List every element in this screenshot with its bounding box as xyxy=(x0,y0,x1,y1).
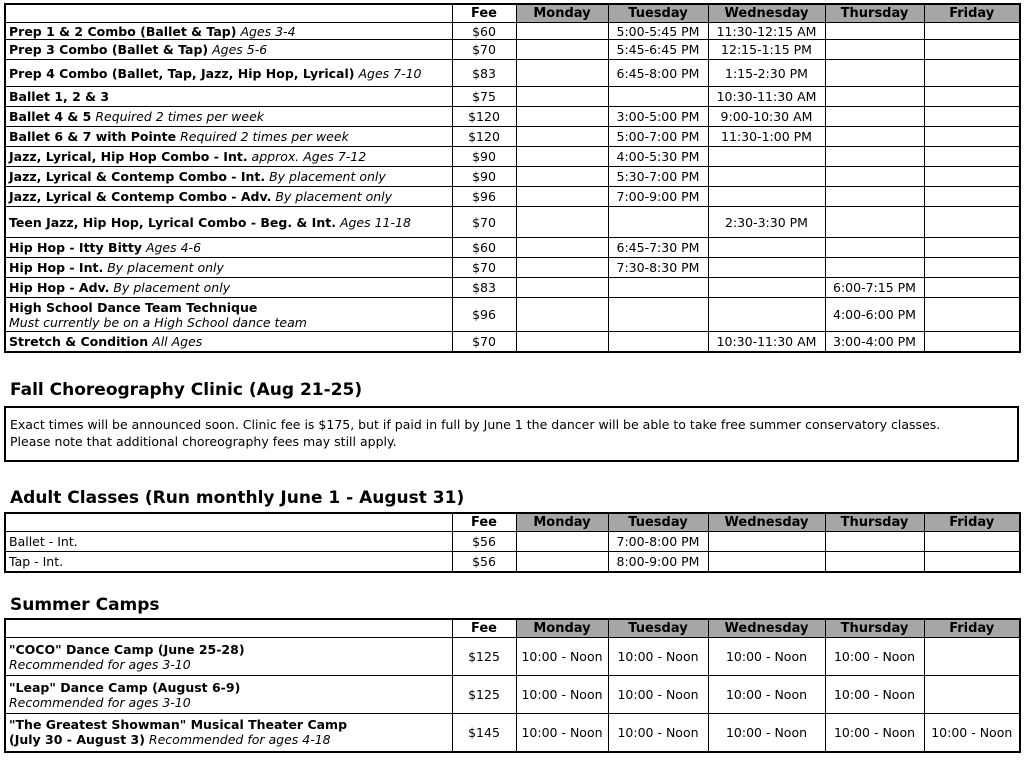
thursday-time-cell xyxy=(825,127,924,147)
table-row xyxy=(5,23,1020,40)
monday-header: Monday xyxy=(516,619,608,638)
class-name-cell xyxy=(5,60,452,87)
class-name-cell xyxy=(5,298,452,332)
class-name: Jazz, Lyrical, Hip Hop Combo - Int. xyxy=(9,149,248,164)
tuesday-time-cell xyxy=(608,207,708,238)
friday-time-cell xyxy=(924,60,1020,87)
class-note: Required 2 times per week xyxy=(95,109,265,124)
class-note: Ages 4-6 xyxy=(145,240,202,255)
wednesday-time-cell xyxy=(708,167,825,187)
tuesday-time-cell: 6:45-7:30 PM xyxy=(608,238,708,258)
thursday-time-cell: 3:00-4:00 PM xyxy=(825,332,924,352)
class-note: By placement only xyxy=(113,280,231,295)
class-note: Ages 11-18 xyxy=(339,214,411,230)
wednesday-time-cell xyxy=(708,258,825,278)
friday-time-cell xyxy=(924,298,1020,332)
thursday-header: Thursday xyxy=(825,619,924,638)
thursday-time-cell xyxy=(825,532,924,552)
class-name: Hip Hop - Adv. xyxy=(9,280,110,295)
class-name-header xyxy=(5,619,452,638)
thursday-time-cell xyxy=(825,23,924,40)
friday-time-cell xyxy=(924,207,1020,238)
class-name: Stretch & Condition xyxy=(9,333,149,349)
tuesday-time-cell: 7:00-8:00 PM xyxy=(608,532,708,552)
class-name-cell xyxy=(5,238,452,258)
thursday-time-cell xyxy=(825,60,924,87)
wednesday-time-cell: 10:00 - Noon xyxy=(708,714,825,752)
monday-time-cell: 10:00 - Noon xyxy=(516,638,608,676)
class-note: approx. Ages 7-12 xyxy=(251,149,367,164)
fee-cell: $125 xyxy=(452,638,516,676)
wednesday-time-cell xyxy=(708,298,825,332)
monday-time-cell xyxy=(516,278,608,298)
fee-cell: $70 xyxy=(452,207,516,238)
class-name: Tap - Int. xyxy=(9,553,64,569)
friday-time-cell xyxy=(924,23,1020,40)
tuesday-time-cell: 8:00-9:00 PM xyxy=(608,552,708,572)
thursday-time-cell xyxy=(825,552,924,572)
class-name-cell xyxy=(5,278,452,298)
class-name-cell xyxy=(5,23,452,40)
class-name-cell xyxy=(5,714,452,752)
fee-cell: $60 xyxy=(452,238,516,258)
table-header-row xyxy=(5,513,1020,532)
table-row xyxy=(5,87,1020,107)
monday-time-cell xyxy=(516,207,608,238)
tuesday-time-cell: 7:30-8:30 PM xyxy=(608,258,708,278)
tuesday-time-cell: 5:45-6:45 PM xyxy=(608,40,708,60)
friday-time-cell xyxy=(924,532,1020,552)
friday-time-cell xyxy=(924,332,1020,352)
table-row xyxy=(5,147,1020,167)
thursday-time-cell xyxy=(825,207,924,238)
fee-cell: $70 xyxy=(452,40,516,60)
thursday-time-cell: 10:00 - Noon xyxy=(825,638,924,676)
tuesday-time-cell: 3:00-5:00 PM xyxy=(608,107,708,127)
table-header-row xyxy=(5,4,1020,23)
friday-time-cell xyxy=(924,187,1020,207)
tuesday-time-cell: 10:00 - Noon xyxy=(608,714,708,752)
tuesday-time-cell xyxy=(608,278,708,298)
class-name-line-2: (July 30 - August 3) xyxy=(9,732,145,748)
table-row xyxy=(5,532,1020,552)
tuesday-time-cell: 5:00-7:00 PM xyxy=(608,127,708,147)
class-name: Ballet 4 & 5 xyxy=(9,109,92,124)
class-name-cell xyxy=(5,187,452,207)
wednesday-time-cell: 10:30-11:30 AM xyxy=(708,332,825,352)
class-name-cell xyxy=(5,40,452,60)
monday-time-cell xyxy=(516,147,608,167)
tuesday-time-cell xyxy=(608,332,708,352)
class-note: By placement only xyxy=(275,189,393,204)
class-name-cell xyxy=(5,147,452,167)
fee-cell: $96 xyxy=(452,187,516,207)
fee-header: Fee xyxy=(452,513,516,532)
thursday-time-cell xyxy=(825,258,924,278)
fee-cell: $60 xyxy=(452,23,516,40)
clinic-text-2: Please note that additional choreography fees may still apply. xyxy=(10,434,397,449)
class-note: Ages 3-4 xyxy=(240,23,296,39)
class-name-cell xyxy=(5,532,452,552)
friday-header: Friday xyxy=(924,4,1020,23)
friday-time-cell xyxy=(924,258,1020,278)
monday-header: Monday xyxy=(516,4,608,23)
tuesday-time-cell: 4:00-5:30 PM xyxy=(608,147,708,167)
class-name: Teen Jazz, Hip Hop, Lyrical Combo - Beg. & Int. xyxy=(9,214,336,230)
thursday-time-cell: 10:00 - Noon xyxy=(825,676,924,714)
fee-cell: $90 xyxy=(452,167,516,187)
class-name-cell xyxy=(5,676,452,714)
class-name: High School Dance Team Technique xyxy=(9,299,258,315)
class-name: "COCO" Dance Camp (June 25-28) xyxy=(9,641,245,657)
monday-time-cell xyxy=(516,87,608,107)
fee-cell: $120 xyxy=(452,127,516,147)
wednesday-time-cell: 9:00-10:30 AM xyxy=(708,107,825,127)
wednesday-time-cell xyxy=(708,552,825,572)
monday-time-cell xyxy=(516,298,608,332)
class-name-header xyxy=(5,513,452,532)
monday-time-cell xyxy=(516,127,608,147)
tuesday-time-cell: 10:00 - Noon xyxy=(608,676,708,714)
tuesday-time-cell: 5:30-7:00 PM xyxy=(608,167,708,187)
table-row xyxy=(5,107,1020,127)
friday-header: Friday xyxy=(924,513,1020,532)
thursday-time-cell xyxy=(825,87,924,107)
thursday-time-cell xyxy=(825,238,924,258)
fee-cell: $83 xyxy=(452,278,516,298)
tuesday-time-cell xyxy=(608,298,708,332)
wednesday-time-cell: 10:30-11:30 AM xyxy=(708,87,825,107)
monday-time-cell xyxy=(516,238,608,258)
wednesday-time-cell xyxy=(708,187,825,207)
monday-time-cell xyxy=(516,258,608,278)
table-row xyxy=(5,552,1020,572)
table-header-row xyxy=(5,619,1020,638)
table-row xyxy=(5,238,1020,258)
thursday-header: Thursday xyxy=(825,513,924,532)
table-row xyxy=(5,638,1020,676)
class-name-cell xyxy=(5,638,452,676)
wednesday-time-cell: 10:00 - Noon xyxy=(708,676,825,714)
friday-time-cell xyxy=(924,552,1020,572)
class-note: By placement only xyxy=(107,260,224,275)
monday-time-cell xyxy=(516,60,608,87)
wednesday-time-cell: 11:30-12:15 AM xyxy=(708,23,825,40)
class-name-cell xyxy=(5,258,452,278)
table-row xyxy=(5,714,1020,752)
thursday-time-cell: 4:00-6:00 PM xyxy=(825,298,924,332)
fee-cell: $120 xyxy=(452,107,516,127)
class-note: Ages 5-6 xyxy=(212,42,268,57)
table-row xyxy=(5,676,1020,714)
fee-cell: $83 xyxy=(452,60,516,87)
monday-time-cell xyxy=(516,332,608,352)
class-name-cell xyxy=(5,87,452,107)
class-name-cell xyxy=(5,207,452,238)
tuesday-header: Tuesday xyxy=(608,619,708,638)
clinic-note-box xyxy=(4,406,1019,462)
friday-time-cell xyxy=(924,238,1020,258)
class-note: Recommended for ages 4-18 xyxy=(148,732,331,748)
class-name: Ballet - Int. xyxy=(9,534,78,549)
wednesday-header: Wednesday xyxy=(708,619,825,638)
adult-classes-table xyxy=(4,512,1021,573)
fee-cell: $56 xyxy=(452,552,516,572)
tuesday-time-cell: 5:00-5:45 PM xyxy=(608,23,708,40)
class-name-cell xyxy=(5,552,452,572)
friday-time-cell xyxy=(924,127,1020,147)
wednesday-time-cell xyxy=(708,278,825,298)
friday-time-cell xyxy=(924,676,1020,714)
monday-time-cell: 10:00 - Noon xyxy=(516,714,608,752)
fee-cell: $96 xyxy=(452,298,516,332)
thursday-time-cell xyxy=(825,147,924,167)
thursday-header: Thursday xyxy=(825,4,924,23)
fee-cell: $70 xyxy=(452,258,516,278)
thursday-time-cell xyxy=(825,167,924,187)
fee-cell: $70 xyxy=(452,332,516,352)
tuesday-time-cell: 10:00 - Noon xyxy=(608,638,708,676)
monday-time-cell xyxy=(516,187,608,207)
class-name: Ballet 6 & 7 with Pointe xyxy=(9,129,177,144)
thursday-time-cell: 6:00-7:15 PM xyxy=(825,278,924,298)
wednesday-time-cell xyxy=(708,532,825,552)
monday-time-cell xyxy=(516,107,608,127)
class-name: Prep 4 Combo (Ballet, Tap, Jazz, Hip Hop, Lyrical) xyxy=(9,65,355,81)
adult-title: Adult Classes (Run monthly June 1 - August 31) xyxy=(10,488,465,508)
class-name: Ballet 1, 2 & 3 xyxy=(9,89,110,104)
friday-time-cell xyxy=(924,107,1020,127)
table-row xyxy=(5,60,1020,87)
class-name: Jazz, Lyrical & Contemp Combo - Adv. xyxy=(9,189,272,204)
table-row xyxy=(5,278,1020,298)
table-row xyxy=(5,167,1020,187)
friday-time-cell xyxy=(924,638,1020,676)
wednesday-time-cell xyxy=(708,238,825,258)
fee-cell: $75 xyxy=(452,87,516,107)
tuesday-time-cell: 6:45-8:00 PM xyxy=(608,60,708,87)
class-note: By placement only xyxy=(269,169,386,184)
class-name: Prep 3 Combo (Ballet & Tap) xyxy=(9,42,209,57)
monday-time-cell xyxy=(516,167,608,187)
monday-time-cell xyxy=(516,23,608,40)
friday-header: Friday xyxy=(924,619,1020,638)
table-row xyxy=(5,127,1020,147)
clinic-title: Fall Choreography Clinic (Aug 21-25) xyxy=(10,380,363,400)
fee-cell: $56 xyxy=(452,532,516,552)
wednesday-header: Wednesday xyxy=(708,4,825,23)
wednesday-time-cell: 11:30-1:00 PM xyxy=(708,127,825,147)
tuesday-header: Tuesday xyxy=(608,4,708,23)
thursday-time-cell xyxy=(825,187,924,207)
class-note: Ages 7-10 xyxy=(358,65,422,81)
fee-cell: $90 xyxy=(452,147,516,167)
table-row xyxy=(5,332,1020,352)
class-name: "Leap" Dance Camp (August 6-9) xyxy=(9,679,241,695)
class-name-cell xyxy=(5,167,452,187)
friday-time-cell xyxy=(924,40,1020,60)
class-name: "The Greatest Showman" Musical Theater Camp xyxy=(9,717,348,733)
wednesday-time-cell: 1:15-2:30 PM xyxy=(708,60,825,87)
wednesday-time-cell: 10:00 - Noon xyxy=(708,638,825,676)
class-name: Jazz, Lyrical & Contemp Combo - Int. xyxy=(9,169,266,184)
class-name: Hip Hop - Int. xyxy=(9,260,104,275)
camps-title: Summer Camps xyxy=(10,595,160,615)
monday-time-cell xyxy=(516,532,608,552)
clinic-text-1: Exact times will be announced soon. Clinic fee is $175, but if paid in full by June 1 the dancer will be able to take free summer conservatory classes. xyxy=(10,417,941,432)
table-row xyxy=(5,40,1020,60)
friday-time-cell: 10:00 - Noon xyxy=(924,714,1020,752)
class-name-cell xyxy=(5,332,452,352)
thursday-time-cell xyxy=(825,107,924,127)
tuesday-header: Tuesday xyxy=(608,513,708,532)
tuesday-time-cell: 7:00-9:00 PM xyxy=(608,187,708,207)
thursday-time-cell xyxy=(825,40,924,60)
class-note: Must currently be on a High School dance team xyxy=(9,314,307,330)
friday-time-cell xyxy=(924,278,1020,298)
wednesday-header: Wednesday xyxy=(708,513,825,532)
wednesday-time-cell: 12:15-1:15 PM xyxy=(708,40,825,60)
monday-header: Monday xyxy=(516,513,608,532)
table-row xyxy=(5,187,1020,207)
thursday-time-cell: 10:00 - Noon xyxy=(825,714,924,752)
table-row xyxy=(5,298,1020,332)
class-note: Recommended for ages 3-10 xyxy=(9,656,191,672)
friday-time-cell xyxy=(924,147,1020,167)
summer-camps-table xyxy=(4,618,1021,753)
monday-time-cell: 10:00 - Noon xyxy=(516,676,608,714)
monday-time-cell xyxy=(516,40,608,60)
fee-cell: $125 xyxy=(452,676,516,714)
class-name-cell xyxy=(5,107,452,127)
class-name-cell xyxy=(5,127,452,147)
class-note: Required 2 times per week xyxy=(180,129,349,144)
friday-time-cell xyxy=(924,167,1020,187)
main-classes-table xyxy=(4,3,1021,353)
friday-time-cell xyxy=(924,87,1020,107)
class-note: Recommended for ages 3-10 xyxy=(9,694,191,710)
fee-header: Fee xyxy=(452,4,516,23)
class-note: All Ages xyxy=(152,333,203,349)
table-row xyxy=(5,258,1020,278)
fee-header: Fee xyxy=(452,619,516,638)
wednesday-time-cell: 2:30-3:30 PM xyxy=(708,207,825,238)
monday-time-cell xyxy=(516,552,608,572)
class-name-header xyxy=(5,4,452,23)
class-name: Hip Hop - Itty Bitty xyxy=(9,240,142,255)
fee-cell: $145 xyxy=(452,714,516,752)
class-name: Prep 1 & 2 Combo (Ballet & Tap) xyxy=(9,23,237,39)
table-row xyxy=(5,207,1020,238)
wednesday-time-cell xyxy=(708,147,825,167)
tuesday-time-cell xyxy=(608,87,708,107)
